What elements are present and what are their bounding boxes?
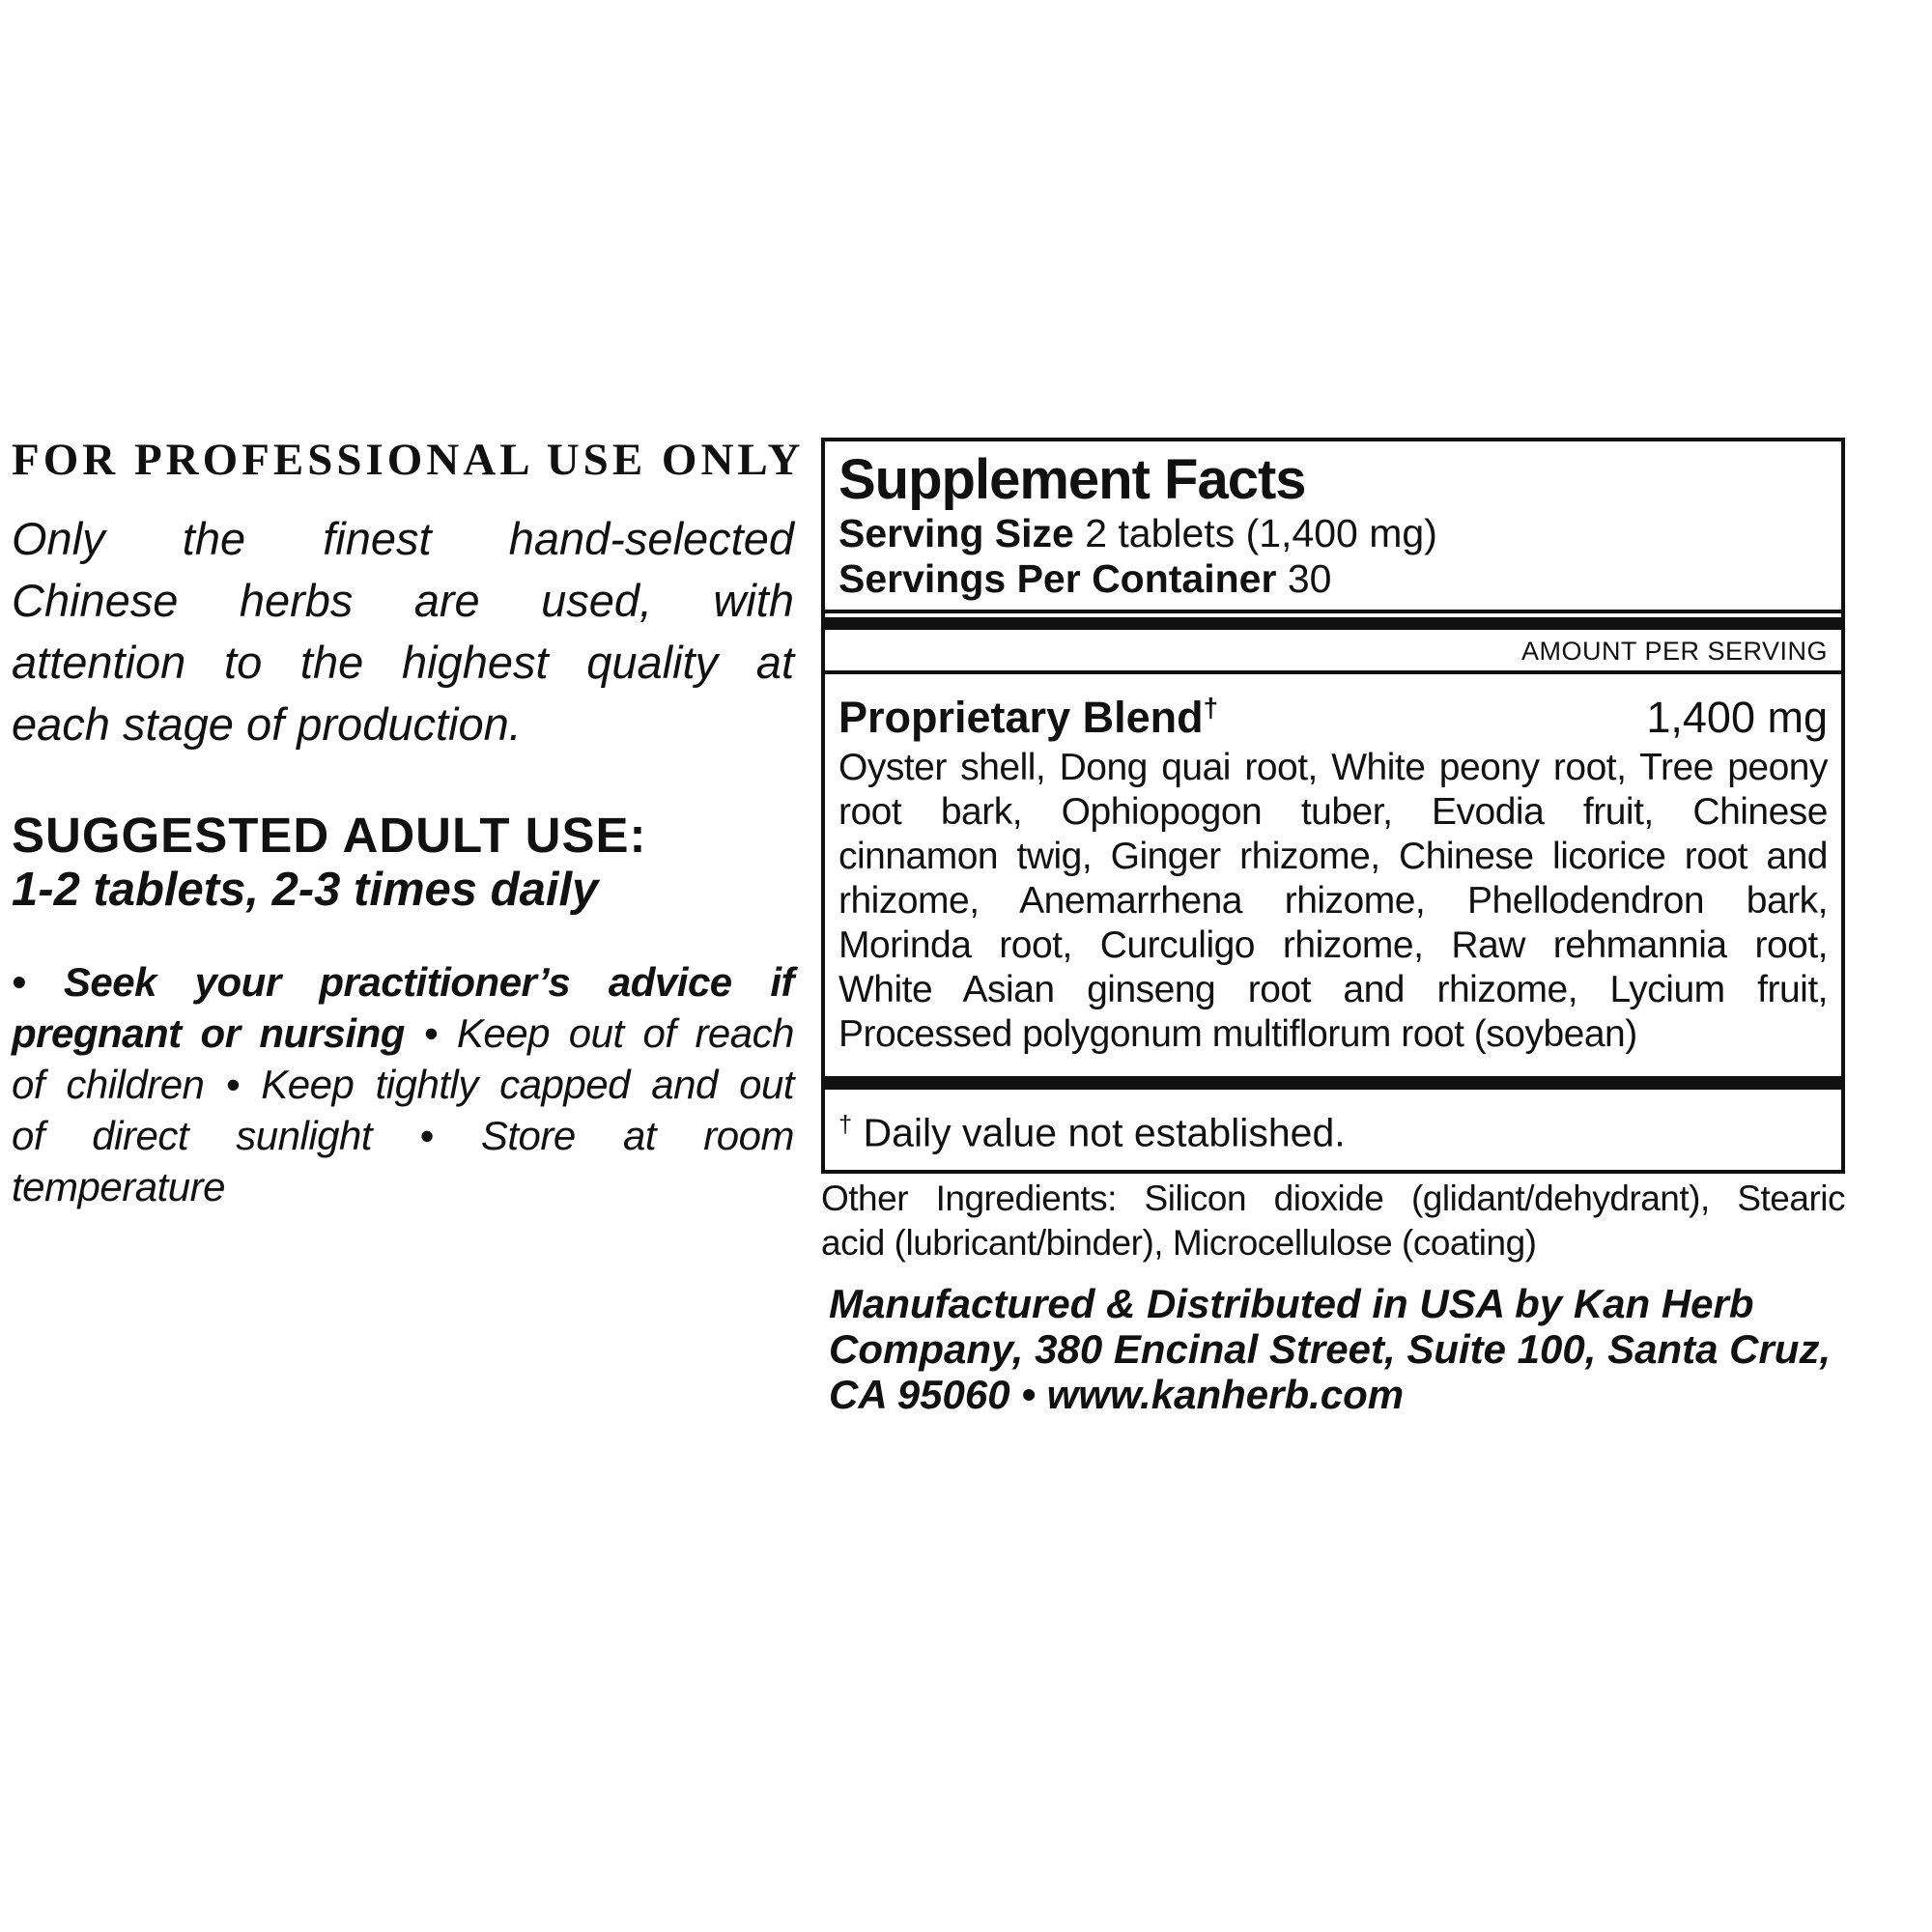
proprietary-blend-amount: 1,400 mg	[1646, 693, 1828, 742]
manufacturer-info	[829, 1281, 1853, 1417]
dosage-line: 1-2 tablets, 2-3 times daily	[12, 864, 599, 916]
manufacturer-line: Manufactured & Distributed in USA by Kan Herb	[829, 1281, 1754, 1326]
proprietary-blend-row	[825, 674, 1841, 742]
dagger-mark: †	[838, 1111, 853, 1138]
manufacturer-line: Company, 380 Encinal Street, Suite 100, Santa Cruz,	[829, 1326, 1832, 1372]
supplement-facts-title: Supplement Facts	[838, 448, 1306, 511]
advisory-line-bold: pregnant or nursing	[12, 1010, 405, 1056]
divider-thick	[825, 617, 1841, 630]
advisory-line	[12, 956, 794, 1008]
ingredient-line: Processed polygonum multiflorum root (soybean)	[838, 1013, 1637, 1055]
ingredient-line: White Asian ginseng root and rhizome, Lycium fruit,	[838, 969, 1828, 1010]
advisory-paragraph	[12, 956, 794, 1212]
intro-line: Only the finest hand-selected	[12, 513, 794, 564]
ingredient-line: Oyster shell, Dong quai root, White peony root, Tree peony	[838, 747, 1828, 788]
advisory-line-regular: • Keep out of reach	[404, 1010, 795, 1056]
ingredient-list	[825, 742, 1841, 1057]
advisory-line	[12, 1008, 794, 1059]
advisory-line	[12, 1059, 794, 1110]
other-ingredients-line: acid (lubricant/binder), Microcellulose (coating)	[821, 1223, 1537, 1263]
amount-per-serving-header: AMOUNT PER SERVING	[1520, 637, 1828, 666]
servings-per-container-label: Servings Per Container	[838, 556, 1277, 601]
servings-per-container-line	[825, 556, 1841, 602]
serving-size-value: 2 tablets (1,400 mg)	[1073, 511, 1437, 555]
ingredient-line: rhizome, Anemarrhena rhizome, Phellodendron bark,	[838, 880, 1828, 922]
dagger-mark: †	[1203, 693, 1219, 723]
ingredient-line: root bark, Ophiopogon tuber, Evodia fruit, Chinese	[838, 791, 1828, 833]
advisory-line-regular: temperature	[12, 1164, 225, 1209]
other-ingredients-line: Other Ingredients: Silicon dioxide (glidant/dehydrant), Stearic	[821, 1179, 1845, 1218]
proprietary-blend-label: Proprietary Blend	[838, 693, 1204, 742]
professional-use-heading: FOR PROFESSIONAL USE ONLY	[12, 435, 805, 485]
ingredient-line: Morinda root, Curculigo rhizome, Raw rehmannia root,	[838, 924, 1828, 966]
advisory-line	[12, 1161, 794, 1212]
ingredient-line: cinnamon twig, Ginger rhizome, Chinese licorice root and	[838, 836, 1828, 877]
serving-size-line	[825, 511, 1841, 556]
suggested-adult-use-heading: SUGGESTED ADULT USE:	[12, 808, 647, 863]
advisory-line	[12, 1110, 794, 1161]
supplement-facts-panel	[821, 438, 1845, 1174]
proprietary-blend-name	[838, 684, 1218, 742]
divider-thin	[825, 610, 1841, 613]
intro-line: attention to the highest quality at	[12, 637, 794, 688]
intro-paragraph	[12, 508, 794, 755]
advisory-line-regular: of direct sunlight • Store at room	[12, 1113, 794, 1158]
intro-line: each stage of production.	[12, 698, 522, 750]
advisory-line-bold: • Seek your practitioner’s advice if	[12, 959, 794, 1005]
intro-line: Chinese herbs are used, with	[12, 575, 794, 626]
daily-value-footnote	[825, 1090, 1841, 1170]
other-ingredients	[821, 1177, 1845, 1265]
serving-size-label: Serving Size	[838, 511, 1074, 555]
left-column	[12, 435, 805, 1212]
advisory-line-regular: of children • Keep tightly capped and out	[12, 1062, 794, 1107]
divider-thick	[825, 1076, 1841, 1090]
manufacturer-line: CA 95060 • www.kanherb.com	[829, 1372, 1405, 1417]
servings-per-container-value: 30	[1276, 556, 1332, 601]
footnote-text: Daily value not established.	[852, 1110, 1346, 1155]
